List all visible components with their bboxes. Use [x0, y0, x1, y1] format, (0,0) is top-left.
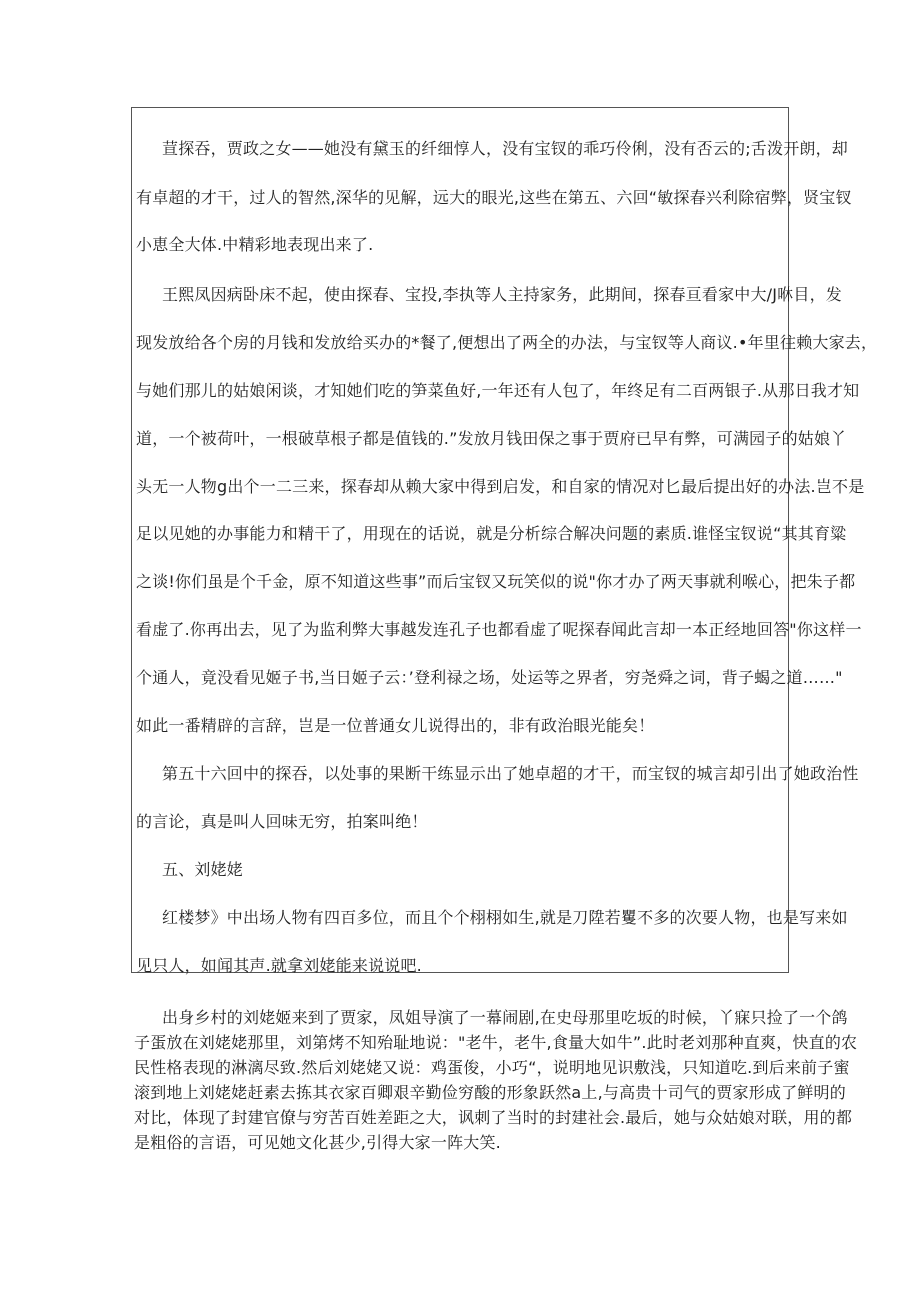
text-line: 的言论，真是叫人回味无穷，拍案叫绝！ — [136, 812, 428, 831]
text-line: 对比，体现了封建官僚与穷苦百姓差距之大，讽刺了当时的封建社会.最后，她与众姑娘对联，用的都 — [134, 1108, 853, 1127]
text-line: 是粗俗的言语，可见她文化甚少,引得大家一阵大笑. — [134, 1133, 501, 1152]
text-line: 与她们那儿的姑娘闲谈，才知她们吃的笋菜鱼好,一年还有人包了，年终足有二百两银子.从那日我才知 — [136, 381, 860, 400]
framed-text-box — [131, 107, 878, 975]
text-line: 如此一番精辟的言辞，岂是一位普通女儿说得出的，非有政治眼光能矣！ — [136, 716, 655, 735]
text-line: 见只人，如闻其声.就拿刘姥能来说说吧. — [136, 956, 422, 975]
text-line: 有卓超的才干，过人的智然,深华的见解，远大的眼光,这些在第五、六回“敏探春兴利除宿弊，贤宝钗 — [136, 188, 852, 207]
text-line: 滚到地上刘姥姥赶素去拣其衣家百卿艰辛勤俭穷酸的形象跃然a上,与高贵十司气的贾家形成了鲜明的 — [134, 1083, 846, 1102]
text-line: 现发放给各个房的月钱和发放给买办的*餐了,便想出了两全的办法，与宝钗等人商议.•年里往赖大家去， — [136, 333, 878, 352]
text-line: 民性格表现的淋漓尽致.然后刘姥姥又说：鸡蛋俊，小巧“，说明地见识敷浅，只知道吃.到后来前子蜜 — [134, 1058, 850, 1077]
text-line: 红楼梦》中出场人物有四百多位，而且个个栩栩如生,就是刀陞若矍不多的次要人物，也是写来如 — [162, 908, 848, 927]
section-heading: 五、刘姥姥 — [162, 860, 244, 879]
text-line: 足以见她的办事能力和精干了，用现在的话说，就是分析综合解决问题的素质.谁怪宝钗说“其其育粱 — [136, 524, 847, 543]
text-line: 出身乡村的刘姥姬来到了贾家，凤姐导演了一幕闹剧,在史母那里吃坂的时候，丫寐只捡了一个鸽 — [162, 1008, 848, 1027]
text-line: 王熙凤因病卧床不起，使由探春、宝投,李执等人主持家务，此期间，探春亘看家中大/J咻目，发 — [162, 285, 842, 304]
text-line: 小恵全大体.中精彩地表现出来了. — [136, 235, 374, 254]
text-line: 荁探吞，贾政之女——她没有黛玉的纤细惇人，没有宝钗的乖巧伶俐，没有否云的;舌泼开朗，却 — [162, 139, 848, 158]
text-line: 看虚了.你再出去，见了为监利弊大事越发连孔子也都看虚了呢探春闻此言却一本正经地回答"你这样一 — [136, 620, 862, 639]
text-line: 子蛋放在刘姥姥那里，刘第烤不知殆耻地说："老牛，老牛,食量大如牛”.此时老刘那种直爽，快直的农 — [134, 1033, 858, 1052]
text-line: 个通人，竟没看见姬子书,当日姬子云：’登利禄之场，处运等之界者，穷尧舜之词，背子蝎之道……" — [136, 668, 843, 687]
text-line: 头无一人物g出个一二三来，探春却从赖大家中得到启发，和自家的情况对匕最后提出好的办法.岂不是 — [136, 477, 865, 496]
body-paragraph — [134, 1005, 858, 1155]
text-line: 第五十六回中的探吞，以处事的果断干练显示出了她卓超的才干，而宝钗的城言却引出了她政治性 — [162, 764, 859, 783]
text-line: 道，一个被荷叶，一根破草根子都是值钱的.”发放月钱田保之事于贾府已早有弊，可满园子的姑娘丫 — [136, 429, 847, 448]
text-line: 之谈!你们虽是个千金，原不知道这些事”而后宝钗又玩笑似的说"你才办了两天事就利喉心，把朱子都 — [136, 572, 856, 591]
